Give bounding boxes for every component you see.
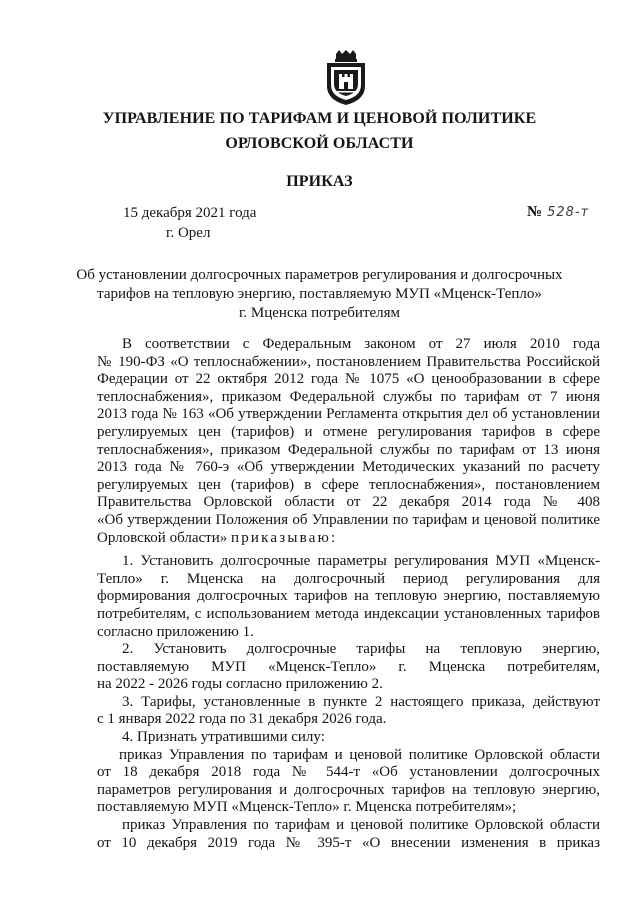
- order-subject: [0, 266, 639, 323]
- text-line: Федерации от 22 октября 2012 года № 1075 «О ценообразовании в сфере: [97, 371, 600, 388]
- text-line: согласно приложению 1.: [97, 623, 254, 640]
- doc-type-title: ПРИКАЗ: [286, 173, 353, 190]
- text-line: регулируемых цен (тарифов) и отмене регулирования тарифов в сфере: [97, 423, 600, 440]
- text-line: 3. Тарифы, установленные в пункте 2 настоящего приказа, действуют: [122, 693, 600, 710]
- item-1-paragraph: [97, 553, 600, 641]
- coat-of-arms-icon: [324, 50, 368, 106]
- subject-line: Об установлении долгосрочных параметров регулирования и долгосрочных: [76, 267, 563, 283]
- subject-line: тарифов на тепловую энергию, поставляемую МУП «Мценск-Тепло»: [97, 286, 542, 302]
- text-line: регулируемых цен (тарифов) в сфере теплоснабжения», постановлением: [97, 476, 600, 493]
- item-4-paragraph: [97, 729, 600, 747]
- item-3-paragraph: [97, 694, 600, 729]
- order-date: 15 декабря 2021 года: [123, 205, 257, 221]
- repeal-1-paragraph: [97, 747, 600, 817]
- order-city: г. Орел: [166, 225, 211, 241]
- text-line: потребителям, с использованием метода индексации установленных тарифов: [97, 605, 600, 622]
- org-name-line2: ОРЛОВСКОЙ ОБЛАСТИ: [225, 135, 414, 152]
- text-line: теплоснабжения», приказом Федеральной службы по тарифам от 13 июня: [97, 441, 600, 458]
- text-line: 4. Признать утратившими силу:: [122, 729, 325, 746]
- text-line: формирования долгосрочных тарифов на тепловую энергию, поставляемую: [97, 588, 600, 605]
- number-sign: №: [527, 204, 543, 220]
- text-line: приказ Управления по тарифам и ценовой политике Орловской области: [119, 746, 600, 763]
- org-name-line1: УПРАВЛЕНИЕ ПО ТАРИФАМ И ЦЕНОВОЙ ПОЛИТИКЕ: [102, 110, 537, 127]
- text-line: 1. Установить долгосрочные параметры регулирования МУП «Мценск-: [122, 553, 600, 570]
- order-number: [527, 204, 589, 221]
- text-line: поставляемую МУП «Мценск-Тепло» г. Мценска потребителям»;: [97, 799, 517, 816]
- order-body: [97, 336, 600, 852]
- subject-line: г. Мценска потребителям: [238, 305, 401, 321]
- text-line: приказ Управления по тарифам и ценовой политике Орловской области: [122, 817, 600, 834]
- text-line: поставляемую МУП «Мценск-Тепло» г. Мценска потребителям,: [97, 658, 600, 675]
- text-line: «Об утверждении Положения об Управлении по тарифам и ценовой политике: [97, 511, 600, 528]
- text-line: 2013 года № 760-э «Об утверждении Методических указаний по расчету: [97, 459, 600, 476]
- text-line: на 2022 - 2026 годы согласно приложению 2.: [97, 676, 383, 693]
- text-line: параметров регулирования и долгосрочных тарифов на тепловую энергию,: [97, 781, 600, 798]
- text-fragment: Орловской области»: [97, 529, 228, 546]
- item-2-paragraph: [97, 641, 600, 694]
- text-line: с 1 января 2022 года по 31 декабря 2026 года.: [97, 711, 387, 728]
- text-line: теплоснабжения», приказом Федеральной службы по тарифам от 7 июня: [97, 388, 600, 405]
- preamble-paragraph: [97, 336, 600, 547]
- text-line: 2. Установить долгосрочные тарифы на тепловую энергию,: [122, 641, 600, 658]
- text-line: Тепло» г. Мценска на долгосрочный период регулирования для: [97, 570, 600, 587]
- text-line: Правительства Орловской области от 22 декабря 2014 года № 408: [97, 494, 600, 511]
- text-line: от 18 декабря 2018 года № 544-т «Об установлении долгосрочных: [97, 764, 600, 781]
- spaced-word: приказываю:: [230, 529, 338, 546]
- text-line: [97, 530, 600, 548]
- text-line: от 10 декабря 2019 года № 395-т «О внесении изменения в приказ: [97, 834, 600, 851]
- text-line: 2013 года № 163 «Об утверждении Регламента открытия дел об установлении: [97, 406, 600, 423]
- text-line: В соответствии с Федеральным законом от 27 июля 2010 года: [122, 336, 600, 352]
- text-line: № 190-ФЗ «О теплоснабжении», постановлением Правительства Российской: [97, 353, 600, 370]
- repeal-2-paragraph: [97, 817, 600, 852]
- handwritten-number: 528-т: [547, 205, 590, 220]
